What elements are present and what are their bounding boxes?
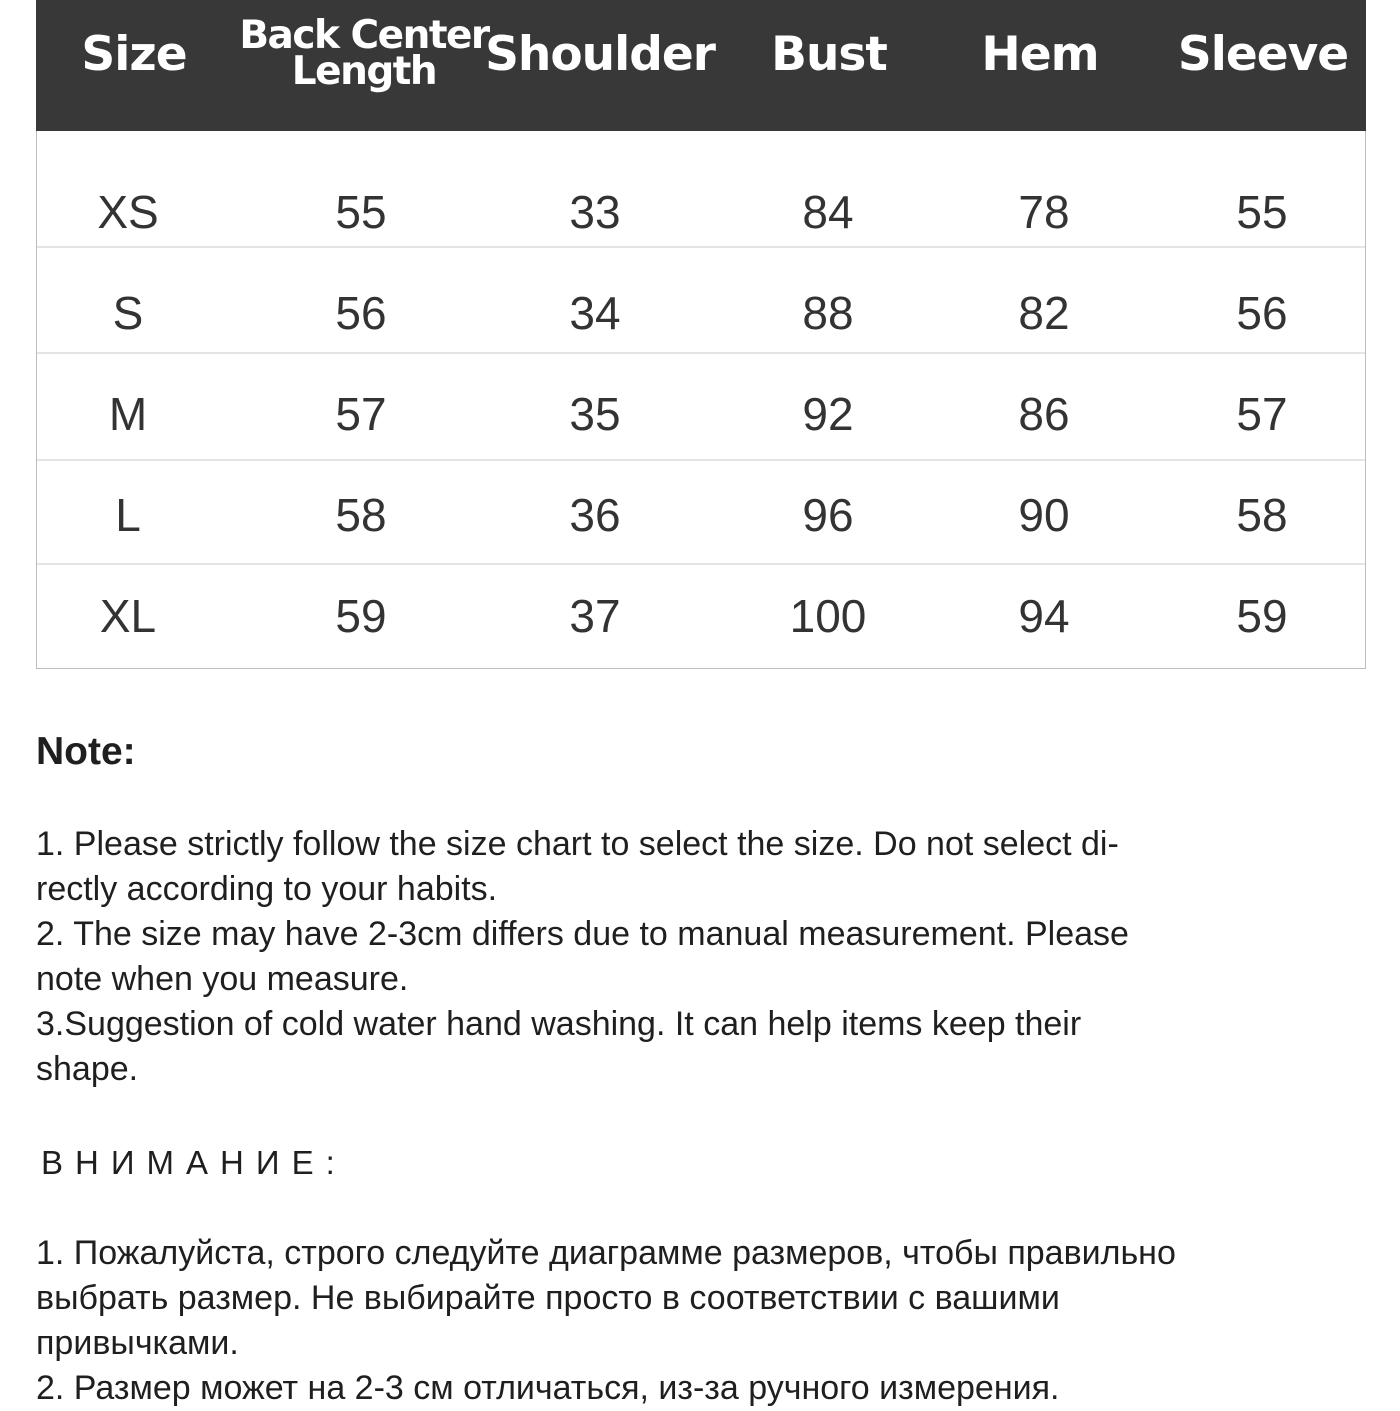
cell-sleeve: 58 [1236, 489, 1288, 541]
header-size: Size [81, 26, 187, 82]
cell-back-center-length: 56 [335, 287, 387, 339]
note-ru-line: привычками. [36, 1324, 239, 1362]
cell-size: L [115, 489, 141, 541]
note-ru-line: 1. Пожалуйста, строго следуйте диаграмме размеров, чтобы правильно [36, 1234, 1176, 1272]
cell-size: S [112, 287, 144, 339]
table-header [36, 0, 1366, 131]
note-heading-ru: ВНИМАНИЕ: [41, 1144, 347, 1181]
header-back-center-length: Back Center Length [239, 13, 489, 94]
cell-shoulder: 33 [569, 186, 621, 238]
cell-size: XL [99, 590, 157, 642]
cell-hem: 94 [1018, 590, 1070, 642]
note-en-line: 3.Suggestion of cold water hand washing. It can help items keep their [36, 1005, 1082, 1043]
cell-bust: 96 [802, 489, 854, 541]
cell-back-center-length: 59 [335, 590, 387, 642]
table-row [37, 363, 1365, 465]
row-divider [37, 352, 1365, 354]
cell-size: XS [97, 186, 159, 238]
notes-section [36, 722, 1366, 1411]
cell-shoulder: 34 [569, 287, 621, 339]
cell-bust: 100 [789, 590, 867, 642]
cell-size: M [108, 388, 148, 440]
table-row [37, 262, 1365, 364]
note-en-line: note when you measure. [36, 960, 409, 998]
note-ru-line: 2. Размер может на 2-3 см отличаться, из-за ручного измерения. [36, 1369, 1060, 1407]
note-ru-line: выбрать размер. Не выбирайте просто в соответствии с вашими [36, 1279, 1060, 1317]
cell-bust: 84 [802, 186, 854, 238]
cell-shoulder: 37 [569, 590, 621, 642]
cell-hem: 82 [1018, 287, 1070, 339]
header-hem: Hem [981, 26, 1099, 82]
cell-sleeve: 55 [1236, 186, 1288, 238]
row-divider [37, 246, 1365, 248]
cell-back-center-length: 58 [335, 489, 387, 541]
note-en-line: 1. Please strictly follow the size chart to select the size. Do not select di- [36, 825, 1119, 863]
cell-sleeve: 57 [1236, 388, 1288, 440]
cell-bust: 92 [802, 388, 854, 440]
header-bust: Bust [771, 26, 887, 82]
cell-shoulder: 36 [569, 489, 621, 541]
header-sleeve: Sleeve [1177, 26, 1349, 82]
note-en-body [36, 822, 1366, 1092]
cell-back-center-length: 55 [335, 186, 387, 238]
note-en-line: rectly according to your habits. [36, 870, 498, 908]
cell-sleeve: 59 [1236, 590, 1288, 642]
cell-sleeve: 56 [1236, 287, 1288, 339]
note-heading-en: Note: [36, 730, 136, 773]
size-chart-table [36, 0, 1366, 669]
row-divider [37, 459, 1365, 461]
table-row [37, 565, 1365, 667]
note-en-line: 2. The size may have 2-3cm differs due to manual measurement. Please [36, 915, 1129, 953]
cell-hem: 86 [1018, 388, 1070, 440]
note-ru-body [36, 1231, 1366, 1411]
header-shoulder: Shoulder [485, 26, 715, 82]
cell-hem: 78 [1018, 186, 1070, 238]
cell-bust: 88 [802, 287, 854, 339]
cell-hem: 90 [1018, 489, 1070, 541]
table-row [37, 464, 1365, 566]
cell-shoulder: 35 [569, 388, 621, 440]
cell-back-center-length: 57 [335, 388, 387, 440]
note-en-line: shape. [36, 1050, 139, 1088]
